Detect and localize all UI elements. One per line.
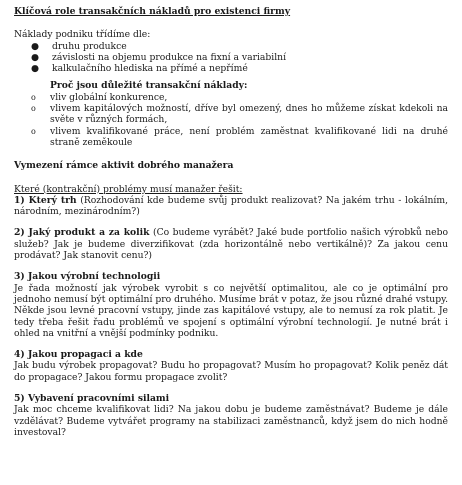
bullet-icon: ● [31,40,40,52]
problem-text: (Co budeme vyrábět? Jaké bude portfolio našich výrobků nebo služeb? Jak je budeme diverzifikovat (zda horizontálně nebo vertikálně)? Za jakou cenu prodávat? Jak stanovit cenu?) [14,227,448,262]
problems-intro: Které (kontrakční) problémy musí manažer řešit: [14,183,243,195]
problem-text: (Rozhodování kde budeme svůj produkt realizovat? Na jakém trhu - lokálním, národním, mezinárodním?) [14,194,448,218]
bullet-icon: ● [31,51,40,63]
bullet-icon: ● [31,63,40,75]
list-item: o vliv globální konkurence, [31,91,168,103]
problem-title-workforce: 5) Vybavení pracovními silami [14,393,170,405]
problem-text-technology: Je řada možností jak výrobek vyrobit s co největší optimalitou, ale co je optimální pro jednoho nemusí být optimální pro druhého. Musíme brát v potaz, že jsou různé drahé vstupy. Někde jsou levné pracovní vstupy, jinde zas kapitálové vstupy, ale to nemusí za rok platit. Je tedy třeba řešit řadu problémů ve spojení s optimální výrobní technologií. Je nutné brát i ohled na vnitřní a vnější podmínky podniku. [14,282,448,339]
circle-bullet-icon: o [31,104,36,114]
problem-title-promotion: 4) Jakou propagaci a kde [14,349,143,361]
why-list [14,92,448,148]
circle-bullet-icon: o [31,92,36,102]
document-title: Klíčová role transakčních nákladů pro existenci firmy [14,6,291,17]
list-item: ● druhu produkce [31,40,127,52]
problem-title: 1) Který trh [14,194,77,206]
why-heading: Proč jsou důležité transakční náklady: [50,80,248,92]
problem-title: 2) Jaký produkt a za kolik [14,227,150,239]
cost-classification-list [14,41,448,75]
cost-classification-intro: Náklady podniku třídíme dle: [14,29,151,41]
problem-title-technology: 3) Jakou výrobní technologii [14,271,161,283]
problem-item-product [14,227,448,261]
list-item: o vlivem kapitálových možností, dříve byl omezený, dnes ho můžeme získat kdekoli na světe v různých formách, [31,103,448,126]
problem-text-workforce: Jak moc chceme kvalifikovat lidi? Na jakou dobu je budeme zaměstnávat? Budeme je dále vzdělávat? Budeme vytvářet programy na stabilizaci zaměstnanců, když jsem do nich hodně investoval? [14,404,448,438]
problem-text-promotion: Jak budu výrobek propagovat? Budu ho propagovat? Musím ho propagovat? Kolik peněz dát do propagace? Jakou formu propagace zvolit? [14,360,448,383]
section-heading: Vymezení rámce aktivit dobrého manažera [14,160,234,172]
circle-bullet-icon: o [31,126,36,136]
list-item: o vlivem kvalifikované práce, není problém zaměstnat kvalifikované lidi na druhé straně zeměkoule [31,125,448,148]
problem-item-market [14,195,448,218]
list-item: ● kalkulačního hlediska na přímé a nepřímé [31,63,248,75]
list-item: ● závislosti na objemu produkce na fixní a variabilní [31,51,287,63]
